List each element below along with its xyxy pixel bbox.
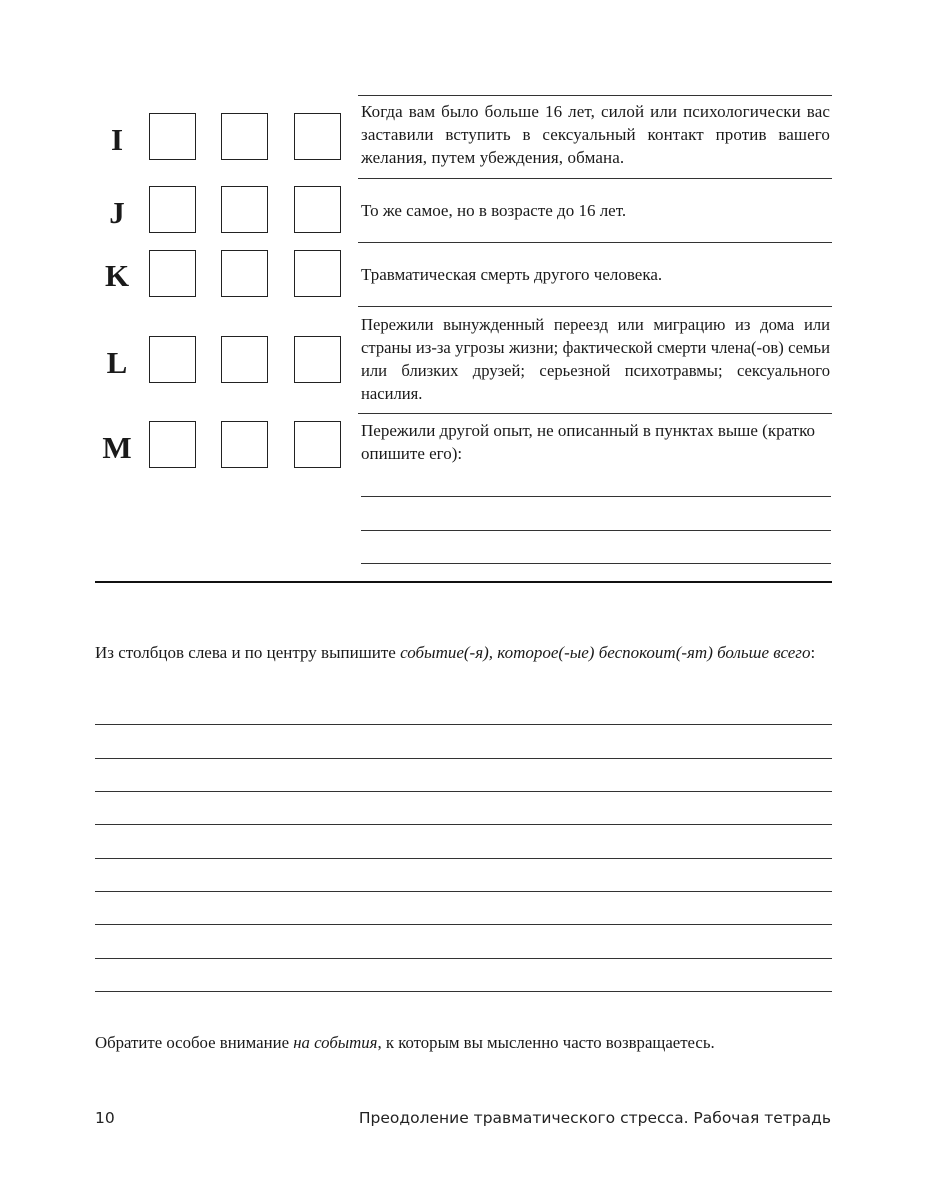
row-divider	[358, 95, 832, 96]
writing-line-8[interactable]	[95, 958, 832, 959]
note-prefix: Обратите особое внимание	[95, 1033, 294, 1052]
row-description-i: Когда вам было больше 16 лет, силой или психологически вас заставили вступить в сексуальный контакт против вашего желания, путем убеждения, обмана.	[361, 102, 830, 167]
row-letter-m: M	[102, 430, 132, 465]
checkbox-k-3[interactable]	[294, 250, 341, 297]
note-text	[95, 1031, 831, 1055]
writing-line-3[interactable]	[95, 791, 832, 792]
row-letter-i: I	[110, 122, 124, 157]
checkbox-j-1[interactable]	[149, 186, 196, 233]
row-letter-j: J	[109, 195, 125, 230]
page-number: 10	[95, 1109, 115, 1127]
note-emphasis: на события	[293, 1033, 378, 1052]
answer-line-m-1[interactable]	[361, 496, 831, 497]
checkbox-l-2[interactable]	[221, 336, 268, 383]
instruction-text	[95, 641, 831, 665]
row-description-m: Пережили другой опыт, не описанный в пунктах выше (кратко опишите его):	[361, 421, 816, 463]
row-divider	[358, 413, 832, 414]
checkbox-k-2[interactable]	[221, 250, 268, 297]
instruction-emphasis: событие(-я), которое(-ые) беспокоит(-ят) больше всего	[400, 643, 811, 662]
section-separator	[95, 581, 832, 583]
checkbox-k-1[interactable]	[149, 250, 196, 297]
writing-line-1[interactable]	[95, 724, 832, 725]
checkbox-j-2[interactable]	[221, 186, 268, 233]
instruction-prefix: Из столбцов слева и по центру выпишите	[95, 643, 401, 662]
row-divider	[358, 178, 832, 179]
row-description-j: То же самое, но в возрасте до 16 лет.	[361, 201, 627, 220]
writing-line-9[interactable]	[95, 991, 832, 992]
row-description-l: Пережили вынужденный переезд или миграцию из дома или страны из-за угрозы жизни; фактической смерти члена(-ов) семьи или близких друзей; серьезной психотравмы; сексуального насилия.	[361, 315, 830, 403]
checkbox-i-1[interactable]	[149, 113, 196, 160]
checkbox-m-3[interactable]	[294, 421, 341, 468]
checkbox-i-3[interactable]	[294, 113, 341, 160]
note-suffix: , к которым вы мысленно часто возвращаетесь.	[377, 1033, 715, 1052]
writing-line-2[interactable]	[95, 758, 832, 759]
writing-line-5[interactable]	[95, 858, 832, 859]
instruction-suffix: :	[810, 643, 816, 662]
row-letter-k: K	[104, 258, 130, 293]
row-divider	[358, 306, 832, 307]
row-description-k: Травматическая смерть другого человека.	[361, 265, 663, 284]
checkbox-l-1[interactable]	[149, 336, 196, 383]
writing-line-4[interactable]	[95, 824, 832, 825]
checkbox-i-2[interactable]	[221, 113, 268, 160]
writing-line-7[interactable]	[95, 924, 832, 925]
checkbox-m-1[interactable]	[149, 421, 196, 468]
checkbox-m-2[interactable]	[221, 421, 268, 468]
answer-line-m-2[interactable]	[361, 530, 831, 531]
row-letter-l: L	[106, 345, 128, 380]
writing-line-6[interactable]	[95, 891, 832, 892]
book-title: Преодоление травматического стресса. Рабочая тетрадь	[358, 1109, 831, 1127]
answer-line-m-3[interactable]	[361, 563, 831, 564]
checkbox-j-3[interactable]	[294, 186, 341, 233]
row-divider	[358, 242, 832, 243]
checkbox-l-3[interactable]	[294, 336, 341, 383]
